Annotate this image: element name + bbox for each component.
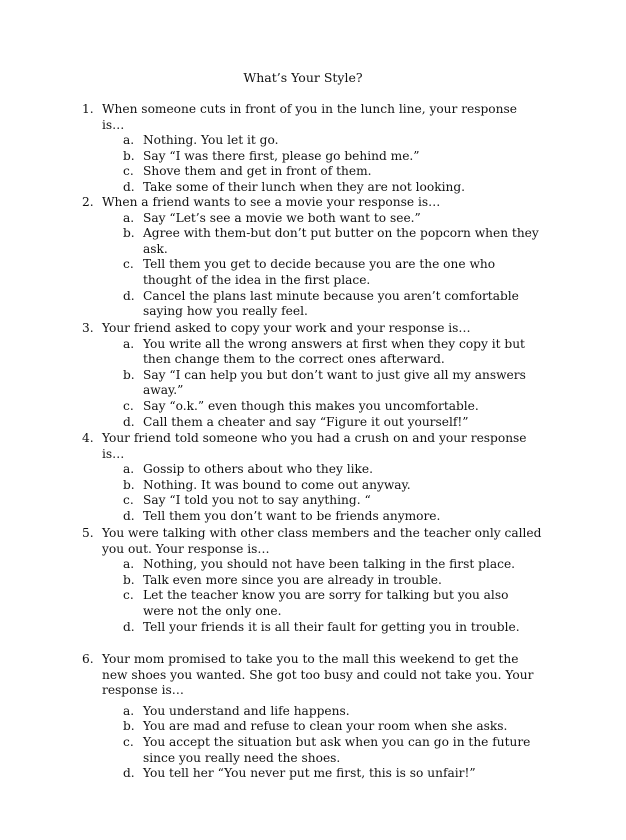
question-1: [82, 102, 542, 196]
option-letter: c.: [123, 398, 134, 413]
question-number: 4.: [82, 431, 94, 445]
question-5: [82, 526, 542, 635]
option-letter: d.: [123, 414, 135, 429]
option-letter: c.: [123, 493, 134, 508]
option-letter: a.: [123, 462, 135, 477]
option-letter: b.: [123, 367, 135, 382]
question-4: [82, 431, 542, 525]
option-letter: b.: [123, 572, 135, 587]
option-text: Gossip to others about who they like.: [143, 462, 374, 477]
option-text: Shove them and get in front of them.: [143, 164, 372, 179]
option-text: Nothing. It was bound to come out anyway.: [143, 477, 411, 492]
option-letter: a.: [123, 210, 135, 225]
option-letter: d.: [123, 508, 135, 523]
option-letter: a.: [123, 336, 135, 351]
option-c: [123, 588, 542, 619]
page-title: What’s Your Style?: [243, 70, 363, 85]
option-letter: b.: [123, 226, 135, 241]
option-letter: b.: [123, 148, 135, 163]
option-text: Tell them you get to decide because you are the one who thought of the idea in the first place.: [143, 257, 496, 287]
option-text: Tell them you don’t want to be friends anymore.: [143, 508, 441, 523]
option-a: [123, 337, 542, 368]
option-c: [123, 493, 542, 509]
option-b: [123, 573, 542, 589]
option-letter: c.: [123, 734, 134, 749]
option-text: Say “Let’s see a movie we both want to see.”: [143, 210, 421, 225]
option-d: [123, 415, 542, 431]
option-text: Say “I can help you but don’t want to just give all my answers away.”: [143, 367, 526, 398]
option-text: You understand and life happens.: [143, 703, 350, 718]
option-d: [123, 289, 542, 320]
question-number: 6.: [82, 652, 94, 666]
option-a: [123, 211, 542, 227]
option-c: [123, 399, 542, 415]
option-b: [123, 226, 542, 257]
option-b: [123, 478, 542, 494]
question-number: 1.: [82, 102, 94, 116]
option-letter: a.: [123, 703, 135, 718]
question-text: Your friend told someone who you had a crush on and your response is…: [102, 431, 527, 461]
option-text: Take some of their lunch when they are not looking.: [143, 179, 466, 194]
option-text: Agree with them-but don’t put butter on the popcorn when they ask.: [143, 226, 539, 256]
option-letter: c.: [123, 588, 134, 603]
question-text: Your mom promised to take you to the mall this weekend to get the new shoes you wanted. She got too busy and could not take you. Your response is…: [102, 652, 534, 698]
option-a: [123, 557, 542, 573]
option-text: Say “o.k.” even though this makes you uncomfortable.: [143, 398, 479, 413]
option-text: Nothing. You let it go.: [143, 133, 279, 148]
question-2: [82, 195, 542, 320]
option-c: [123, 164, 542, 180]
option-letter: b.: [123, 477, 135, 492]
option-letter: d.: [123, 619, 135, 634]
option-text: You accept the situation but ask when you can go in the future since you really need the shoes.: [143, 734, 531, 765]
option-list: [123, 211, 542, 320]
option-letter: a.: [123, 133, 135, 148]
option-d: [123, 180, 542, 196]
option-b: [123, 368, 542, 399]
question-3: [82, 321, 542, 430]
option-text: Cancel the plans last minute because you aren’t comfortable saying how you really feel.: [143, 288, 519, 319]
option-letter: a.: [123, 557, 135, 572]
option-a: [123, 133, 542, 149]
option-d: [123, 766, 542, 782]
option-letter: d.: [123, 179, 135, 194]
option-list: [123, 704, 542, 782]
question-number: 2.: [82, 195, 94, 209]
option-text: Say “I was there first, please go behind me.”: [143, 148, 420, 163]
option-letter: c.: [123, 164, 134, 179]
option-letter: b.: [123, 719, 135, 734]
question-number: 3.: [82, 321, 94, 335]
option-list: [123, 462, 542, 524]
question-text: When a friend wants to see a movie your response is…: [102, 195, 441, 209]
option-text: Say “I told you not to say anything. “: [143, 493, 371, 508]
question-text: When someone cuts in front of you in the lunch line, your response is…: [102, 102, 517, 132]
question-6: [82, 652, 542, 782]
option-c: [123, 257, 542, 288]
option-d: [123, 620, 542, 636]
option-d: [123, 509, 542, 525]
option-text: Nothing, you should not have been talking in the first place.: [143, 557, 516, 572]
question-text: You were talking with other class members and the teacher only called you out. Your response is…: [102, 526, 542, 556]
option-letter: c.: [123, 257, 134, 272]
option-text: You are mad and refuse to clean your room when she asks.: [143, 719, 508, 734]
option-list: [123, 133, 542, 195]
option-text: You tell her “You never put me first, this is so unfair!”: [143, 766, 476, 781]
option-text: You write all the wrong answers at first when they copy it but then change them to the correct ones afterward.: [143, 336, 525, 367]
option-text: Let the teacher know you are sorry for talking but you also were not the only one.: [143, 588, 509, 618]
option-a: [123, 704, 542, 720]
option-b: [123, 149, 542, 165]
option-list: [123, 337, 542, 431]
option-text: Tell your friends it is all their fault for getting you in trouble.: [143, 619, 520, 634]
option-a: [123, 462, 542, 478]
option-text: Talk even more since you are already in trouble.: [143, 572, 442, 587]
option-list: [123, 557, 542, 635]
option-letter: d.: [123, 288, 135, 303]
option-c: [123, 735, 542, 766]
question-number: 5.: [82, 526, 94, 540]
option-text: Call them a cheater and say “Figure it out yourself!”: [143, 414, 469, 429]
option-letter: d.: [123, 766, 135, 781]
question-text: Your friend asked to copy your work and your response is…: [102, 321, 471, 335]
option-b: [123, 719, 542, 735]
